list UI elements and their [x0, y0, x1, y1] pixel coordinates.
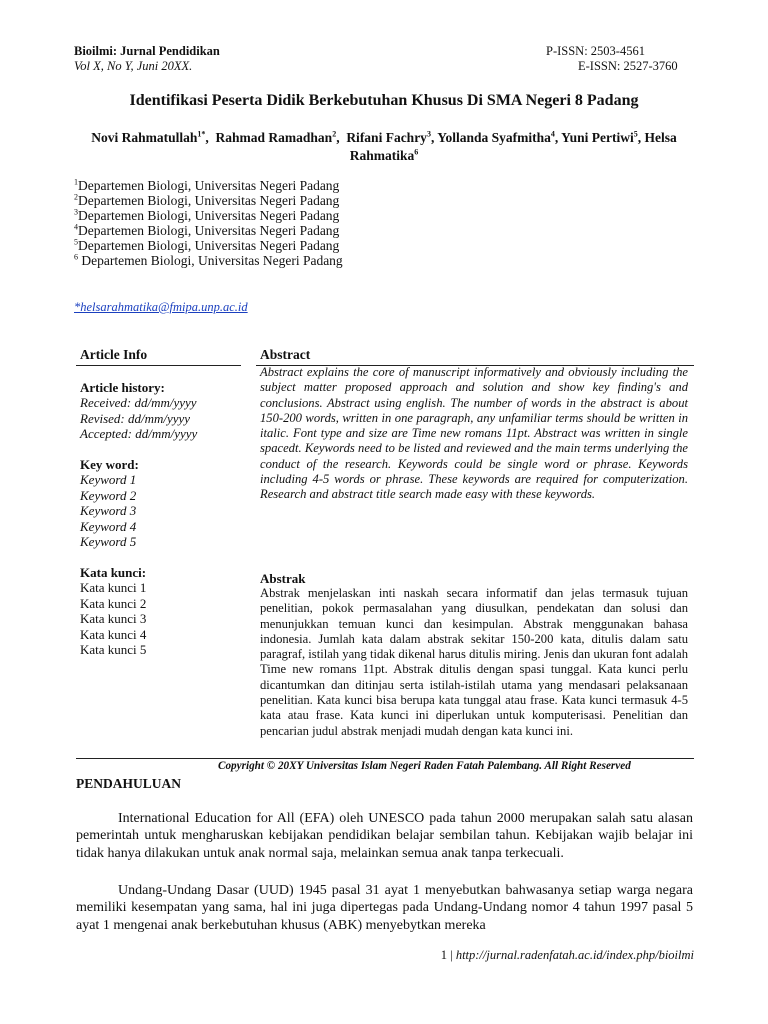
author-1: Novi Rahmatullah$^{1*}$	[91, 129, 206, 145]
author-4: Yollanda Syafmitha$^4$	[437, 129, 555, 145]
paper-title: Identifikasi Peserta Didik Berkebutuhan Khusus Di SMA Negeri 8 Padang	[129, 92, 639, 109]
copyright-notice: Copyright © 20XY Universitas Islam Negeri Raden Fatah Palembang. All Right Reserved	[218, 760, 631, 772]
journal-url-link[interactable]: http://jurnal.radenfatah.ac.id/index.php/bioilmi	[455, 948, 694, 962]
accepted-date: Accepted: dd/mm/yyyy	[80, 426, 198, 442]
keyword-item: Keyword 5	[80, 534, 137, 550]
copyright-rule	[76, 758, 694, 759]
e-issn: E-ISSN: 2527-3760	[578, 59, 678, 73]
intro-paragraph-1: International Education for All (EFA) oleh UNESCO pada tahun 2000 merupakan salah satu alasan pemerintah untuk mengharuskan kebijakan pendidikan belajar sembilan tahun. Kebijakan wajib belajar ini tidak hanya dilakukan untuk anak normal saja, melainkan semua anak tanpa terkecuali.	[76, 811, 693, 861]
p-issn: P-ISSN: 2503-4561	[546, 44, 645, 58]
affiliation-item: $^5$Departemen Biologi, Universitas Negeri Padang	[74, 237, 340, 253]
abstrak-body: Abstrak menjelaskan inti naskah secara informatif dan jelas termasuk tujuan penelitian, pokok permasalahan yang diusulkan, pendekatan dan solusi dan menunjukkan temuan kunci dan kesimpulan. Abstrak menggunakan bahasa indonesia. Jumlah kata dalam abstrak sekitar 150-200 kata, ditulis dalam satu paragraf, istilah yang tidak dikenal harus ditulis miring. Jenis dan ukuran font adalah Time new romans 11pt. Abstrak ditulis dengan spasi tunggal. Kata kunci perlu dicantumkan dan ditinjau serta istilah-istilah utama yang mendasari pelaksanaan penelitian. Kata kunci bisa berupa kata tunggal atau frase. Kata kunci termasuk 4-5 kata atau frase. Kata kunci ini diperlukan untuk komputerisasi. Penelitian dan pencarian judul abstrak menjadi mudah dengan kata kunci ini.	[260, 586, 688, 738]
section-heading: PENDAHULUAN	[76, 776, 182, 791]
corresponding-email-link[interactable]: *helsarahmatika@fmipa.unp.ac.id	[74, 300, 248, 314]
keyword-label: Key word:	[80, 457, 139, 472]
page-footer	[380, 948, 694, 963]
affiliation-item: $^2$Departemen Biologi, Universitas Negeri Padang	[74, 192, 340, 208]
author-3: Rifani Fachry$^3$	[346, 129, 431, 145]
kata-kunci-list	[80, 565, 146, 657]
kata-kunci-item: Kata kunci 1	[80, 580, 147, 596]
page-number: 1	[440, 948, 448, 962]
received-date: Received: dd/mm/yyyy	[80, 395, 197, 411]
article-history-label: Article history:	[80, 380, 165, 395]
keyword-list	[80, 457, 139, 549]
affiliation-item: $^6$ Departemen Biologi, Universitas Negeri Padang	[74, 252, 343, 268]
article-info-heading: Article Info	[80, 347, 148, 362]
kata-kunci-item: Kata kunci 5	[80, 642, 147, 658]
affiliation-item: $^3$Departemen Biologi, Universitas Negeri Padang	[74, 207, 340, 223]
affiliation-item: $^1$Departemen Biologi, Universitas Negeri Padang	[74, 177, 340, 193]
article-history	[80, 380, 197, 442]
keyword-item: Keyword 3	[80, 503, 137, 519]
abstrak-heading: Abstrak	[260, 571, 306, 586]
abstract-heading: Abstract	[260, 347, 311, 362]
kata-kunci-item: Kata kunci 3	[80, 611, 147, 627]
footer-separator: |	[447, 948, 456, 962]
article-info-rule	[76, 365, 241, 366]
abstract-body: Abstract explains the core of manuscript informatively and obviously including the subject matter proposed approach and solution and show key finding's and conclusions. Abstract using english. The number of words in the abstract is about 150-200 words, written in one paragraph, any unfamiliar terms should be written in italic. Font type and size are Time new romans 11pt. Abstract was written in single spacedt. Keywords need to be listed and reviewed and the main terms underlying the conduct of the research. Keywords could be single word or phrase. Keywords including 4-5 words or phrase. These keywords are required for computerization. Research and abstract title search made easy with these keywords.	[260, 365, 688, 502]
author-2: Rahmad Ramadhan$^2$	[215, 129, 337, 145]
keyword-item: Keyword 1	[80, 472, 137, 488]
keyword-item: Keyword 4	[80, 518, 137, 534]
journal-name: Bioilmi: Jurnal Pendidikan	[74, 44, 220, 58]
journal-volume: Vol X, No Y, Juni 20XX.	[74, 59, 193, 73]
intro-paragraph-2: Undang-Undang Dasar (UUD) 1945 pasal 31 ayat 1 menyebutkan bahwasanya setiap warga negara memiliki kesempatan yang sama, hal ini juga dipertegas pada Undang-Undang nomor 4 tahun 1997 pasal 5 ayat 1 mengenai anak berkebutuhan khusus (ABK) menyebytkan mereka	[76, 883, 693, 933]
kata-kunci-item: Kata kunci 2	[80, 595, 147, 611]
kata-kunci-item: Kata kunci 4	[80, 626, 147, 642]
keyword-item: Keyword 2	[80, 487, 137, 503]
author-5: Yuni Pertiwi$^5$	[561, 129, 638, 145]
author-6: Helsa Rahmatika$^6$	[349, 130, 677, 163]
kata-kunci-label: Kata kunci:	[80, 565, 147, 580]
revised-date: Revised: dd/mm/yyyy	[80, 410, 191, 426]
affiliation-item: $^4$Departemen Biologi, Universitas Negeri Padang	[74, 222, 340, 238]
author-list: Novi Rahmatullah$^{1*}$, Rahmad Ramadhan$^2$, Rifani Fachry$^3$, Yollanda Syafmitha$^4$, Yuni Pertiwi$^5$, Helsa Rahmatika$^6$	[91, 129, 677, 163]
affiliation-list	[74, 178, 343, 268]
